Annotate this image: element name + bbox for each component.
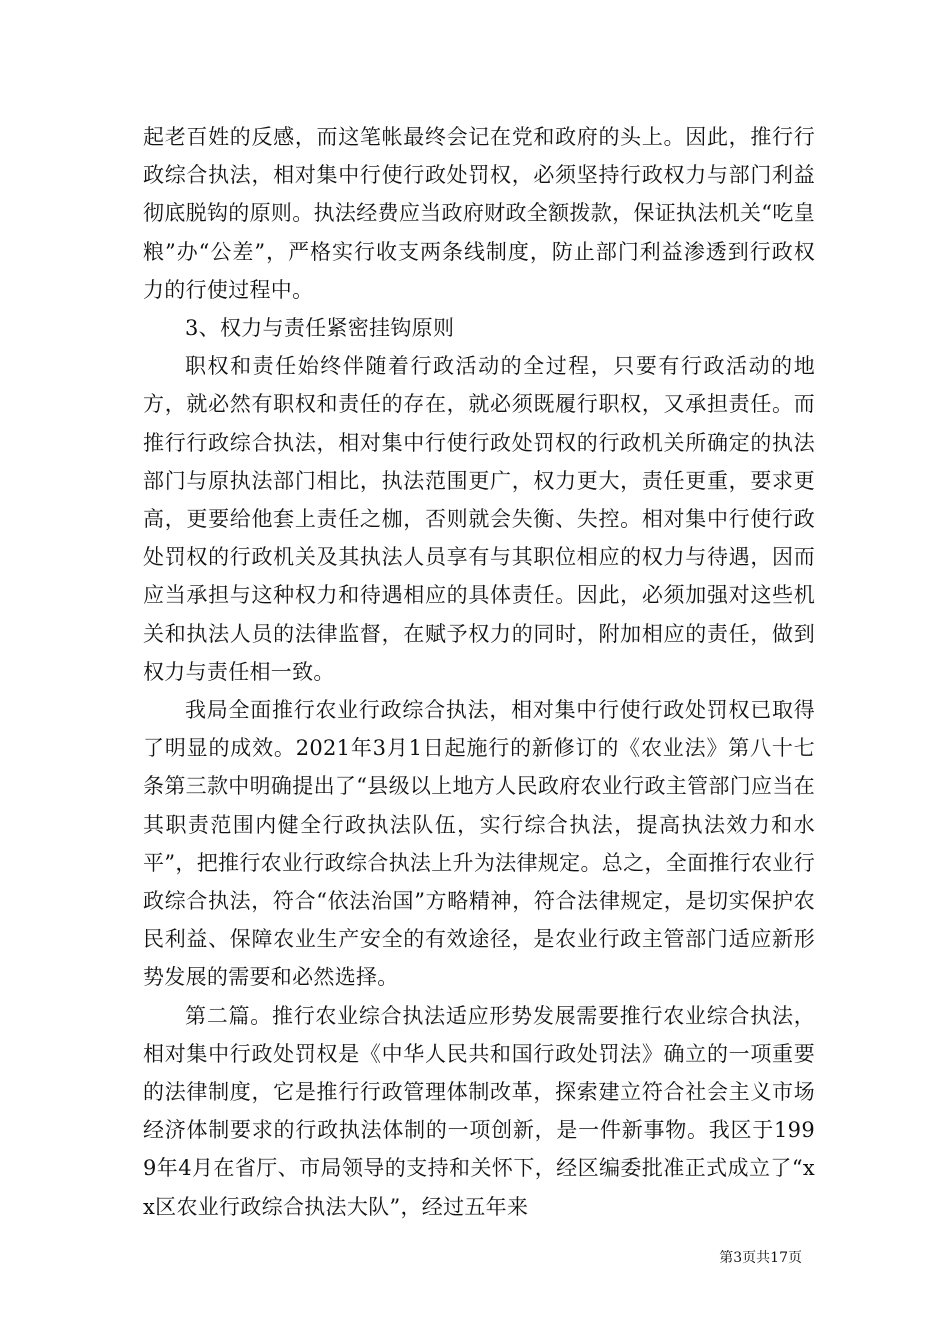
document-body — [143, 118, 815, 1226]
section-heading: 3、权力与责任紧密挂钩原则 — [185, 316, 455, 341]
paragraph-rights-responsibility: 职权和责任始终伴随着行政活动的全过程，只要有行政活动的地方，就必然有职权和责任的存在，就必须既履行职权，又承担责任。而推行行政综合执法，相对集中行使行政处罚权的行政机关所确定的执法部门与原执法部门相比，执法范围更广，权力更大，责任更重，要求更高，更要给他套上责任之枷，否则就会失衡、失控。相对集中行使行政处罚权的行政机关及其执法人员享有与其职位相应的权力与待遇，因而应当承担与这种权力和待遇相应的具体责任。因此，必须加强对这些机关和执法人员的法律监督，在赋予权力的同时，附加相应的责任，做到权力与责任相一致。 — [143, 354, 815, 684]
paragraph-continuation: 起老百姓的反感，而这笔帐最终会记在党和政府的头上。因此，推行行政综合执法，相对集中行使行政处罚权，必须坚持行政权力与部门利益彻底脱钩的原则。执法经费应当政府财政全额拨款，保证执法机关“吃皇粮”办“公差”，严格实行收支两条线制度，防止部门利益渗透到行政权力的行使过程中。 — [143, 125, 815, 302]
paragraph-agriculture-law: 我局全面推行农业行政综合执法，相对集中行使行政处罚权已取得了明显的成效。2021年3月1日起施行的新修订的《农业法》第八十七条第三款中明确提出了“县级以上地方人民政府农业行政主管部门应当在其职责范围内健全行政执法队伍，实行综合执法，提高执法效力和水平”，把推行农业行政综合执法上升为法律规定。总之，全面推行农业行政综合执法，符合“依法治国”方略精神，符合法律规定，是切实保护农民利益、保障农业生产安全的有效途径，是农业行政主管部门适应新形势发展的需要和必然选择。 — [143, 698, 815, 990]
page-number-footer: 第3页共17页 — [719, 1250, 802, 1266]
paragraph-second-article: 第二篇。推行农业综合执法适应形势发展需要推行农业综合执法，相对集中行政处罚权是《中华人民共和国行政处罚法》确立的一项重要的法律制度，它是推行行政管理体制改革，探索建立符合社会主义市场经济体制要求的行政执法体制的一项创新，是一件新事物。我区于1999年4月在省厅、市局领导的支持和关怀下，经区编委批准正式成立了“xx区农业行政综合执法大队”，经过五年来 — [143, 1003, 815, 1219]
